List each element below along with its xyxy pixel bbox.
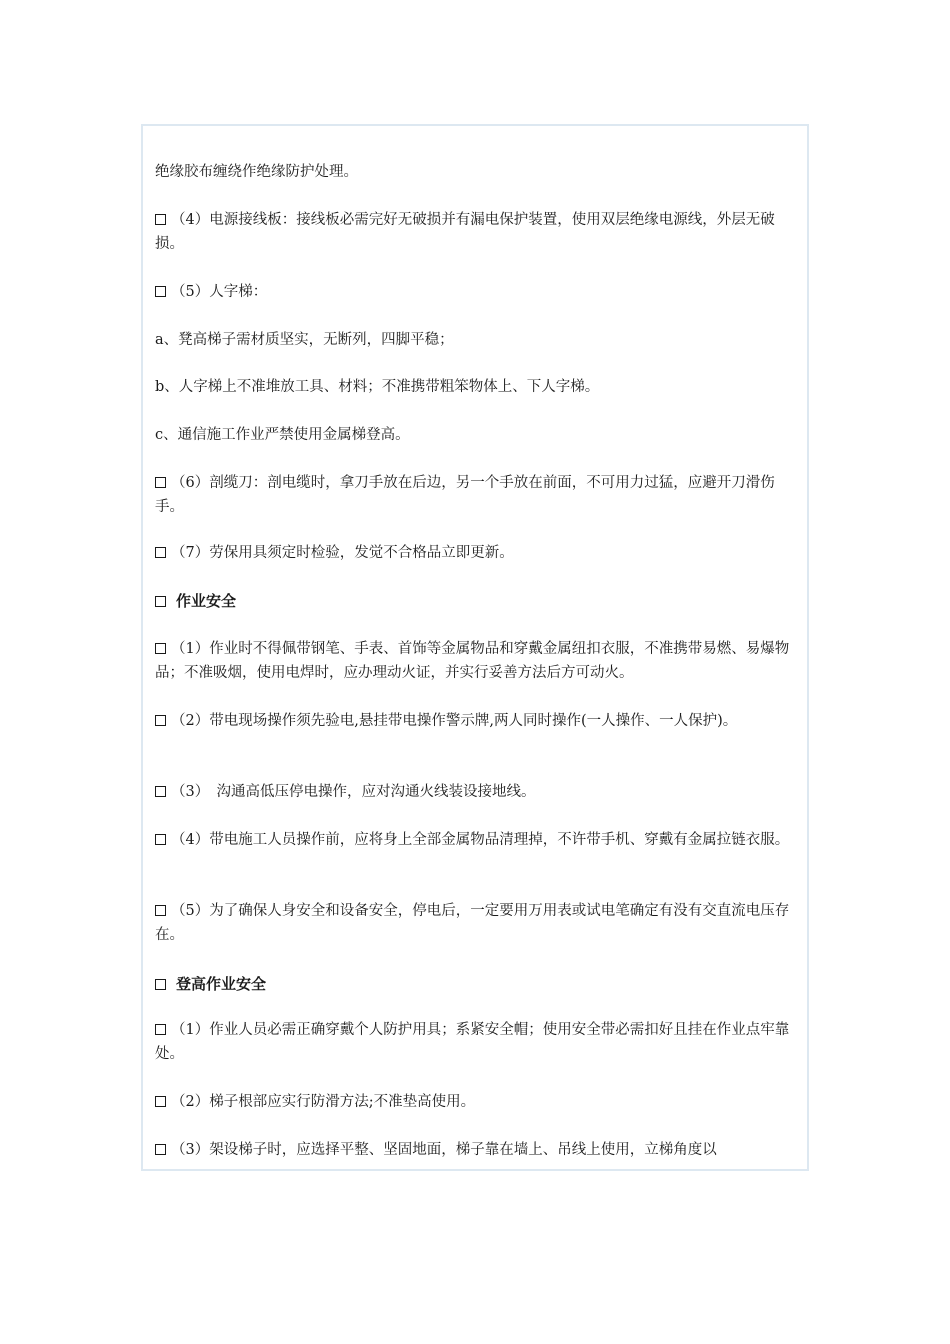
- paragraph-text: （1）作业人员必需正确穿戴个人防护用具；系紧安全帽；使用安全带必需扣好且挂在作业点牢靠处。: [155, 1022, 790, 1062]
- checklist-item: [155, 780, 801, 804]
- paragraph-text: a、凳高梯子需材质坚实，无断列，四脚平稳；: [155, 332, 454, 348]
- paragraph-text: （1）作业时不得佩带钢笔、手表、首饰等金属物品和穿戴金属纽扣衣服，不准携带易燃、易爆物品；不准吸烟，使用电焊时，应办理动火证，并实行妥善方法后方可动火。: [155, 641, 790, 681]
- checklist-item: [155, 208, 801, 256]
- paragraph-text: （5）人字梯：: [171, 284, 268, 300]
- checkbox-icon[interactable]: [155, 905, 166, 916]
- paragraph-text: （2）带电现场操作须先验电,悬挂带电操作警示牌,两人同时操作(一人操作、一人保护)。: [171, 713, 738, 729]
- checkbox-icon[interactable]: [155, 786, 166, 797]
- checkbox-icon[interactable]: [155, 286, 166, 297]
- paragraph: [155, 423, 801, 447]
- paragraph-text: （4）带电施工人员操作前，应将身上全部金属物品清理掉，不许带手机、穿戴有金属拉链衣服。: [171, 832, 790, 848]
- paragraph-text: （6）剖缆刀：剖电缆时，拿刀手放在后边，另一个手放在前面，不可用力过猛，应避开刀滑伤手。: [155, 475, 775, 515]
- checkbox-icon[interactable]: [155, 1024, 166, 1035]
- checklist-item: [155, 1090, 801, 1114]
- checkbox-icon[interactable]: [155, 1096, 166, 1107]
- checkbox-icon[interactable]: [155, 547, 166, 558]
- checkbox-icon[interactable]: [155, 477, 166, 488]
- paragraph-text: b、人字梯上不准堆放工具、材料；不准携带粗笨物体上、下人字梯。: [155, 379, 600, 395]
- checkbox-icon[interactable]: [155, 979, 166, 990]
- document-frame: [141, 124, 809, 1171]
- paragraph-text: （2）梯子根部应实行防滑方法;不准垫高使用。: [171, 1094, 476, 1110]
- checkbox-icon[interactable]: [155, 214, 166, 225]
- paragraph: [155, 328, 801, 352]
- checklist-item: [155, 541, 801, 565]
- checklist-item: [155, 1018, 801, 1066]
- checklist-item: [155, 828, 801, 852]
- heading-text: 登高作业安全: [176, 975, 267, 993]
- paragraph: [155, 160, 801, 184]
- checkbox-icon[interactable]: [155, 715, 166, 726]
- section-heading: [155, 589, 801, 613]
- checklist-item: [155, 471, 801, 519]
- checklist-item: [155, 899, 801, 947]
- section-heading: [155, 972, 801, 996]
- paragraph-text: （4）电源接线板：接线板必需完好无破损并有漏电保护装置，使用双层绝缘电源线，外层无破损。: [155, 212, 775, 252]
- checklist-item: [155, 709, 801, 733]
- checkbox-icon[interactable]: [155, 596, 166, 607]
- heading-text: 作业安全: [176, 592, 237, 610]
- checklist-item: [155, 637, 801, 685]
- paragraph-text: （5）为了确保人身安全和设备安全，停电后，一定要用万用表或试电笔确定有没有交直流电压存在。: [155, 903, 790, 943]
- checkbox-icon[interactable]: [155, 834, 166, 845]
- paragraph-text: c、通信施工作业严禁使用金属梯登高。: [155, 427, 410, 443]
- paragraph-text: （3）架设梯子时，应选择平整、坚固地面，梯子靠在墙上、吊线上使用，立梯角度以: [171, 1142, 717, 1158]
- paragraph-text: （7）劳保用具须定时检验，发觉不合格品立即更新。: [171, 545, 514, 561]
- checkbox-icon[interactable]: [155, 643, 166, 654]
- checklist-item: [155, 1138, 801, 1162]
- checkbox-icon[interactable]: [155, 1144, 166, 1155]
- paragraph: [155, 375, 801, 399]
- paragraph-text: （3） 沟通高低压停电操作，应对沟通火线装设接地线。: [171, 784, 536, 800]
- checklist-item: [155, 280, 801, 304]
- paragraph-text: 绝缘胶布缠绕作绝缘防护处理。: [155, 164, 358, 180]
